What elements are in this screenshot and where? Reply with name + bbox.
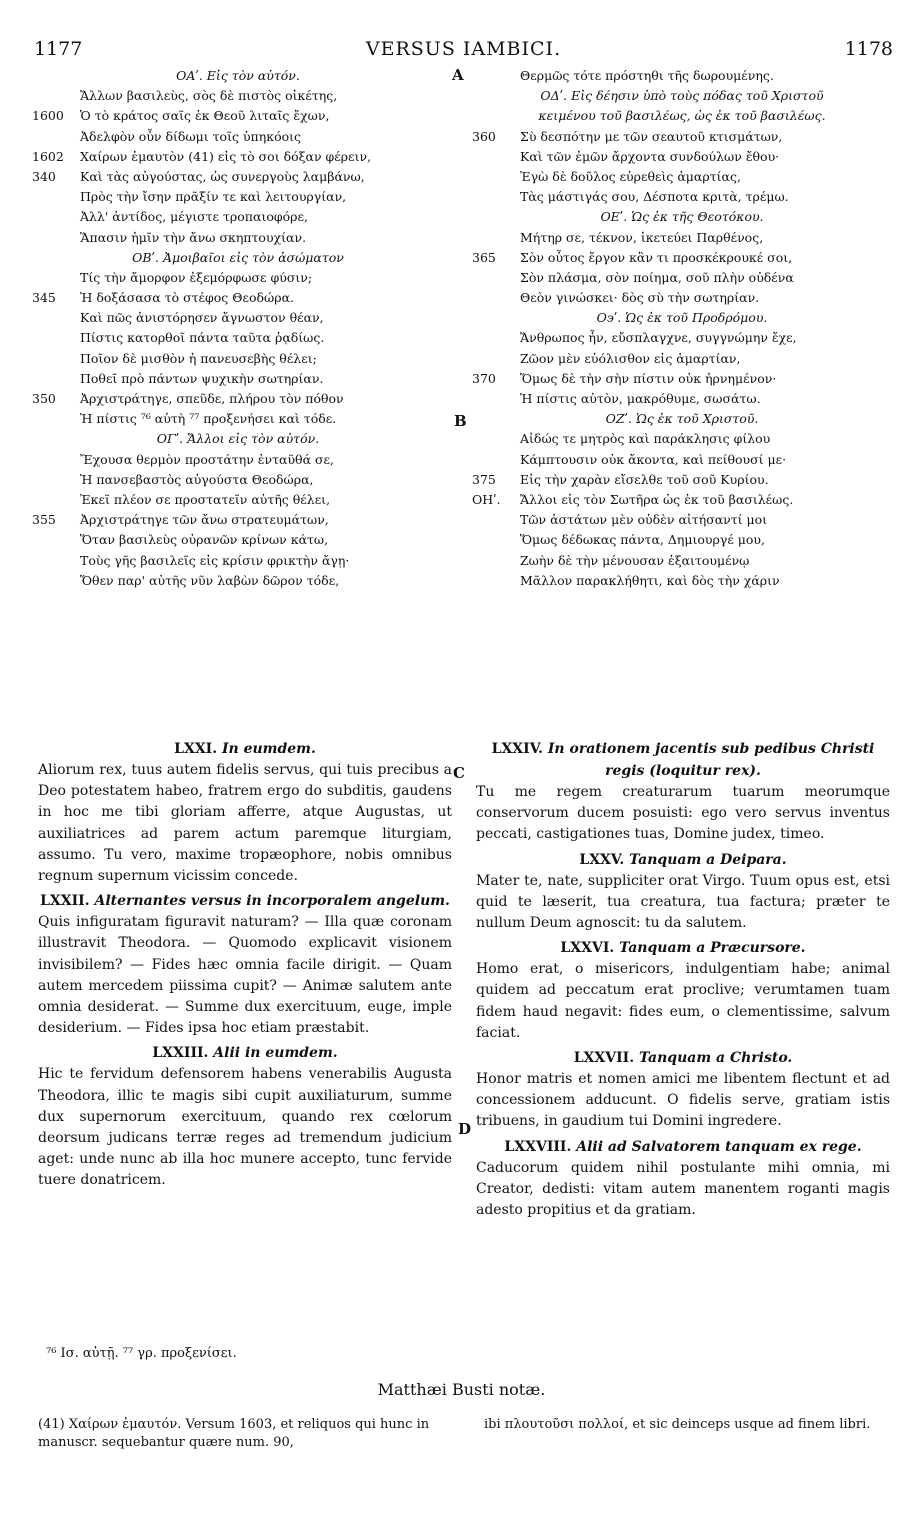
- section-number: LXXIV.: [491, 741, 543, 757]
- section-text: Caducorum quidem nihil postulante mihi omnia, mi Creator, dedisti: vitam autem manentem roganti magis adesto propitius et da gratiam.: [476, 1159, 890, 1219]
- verse-text: Πρὸς τὴν ἴσην πρᾶξίν τε καὶ λειτουργίαν,: [80, 189, 347, 205]
- section-text: Homo erat, o misericors, indulgentiam habe; animal quidem ad peccatum erat proclive; verumtamen tuam fidem haud negavit: fides eum, o clementissime, salvum faciat.: [476, 961, 890, 1041]
- note-left: (41) Χαίρων ἐμαυτόν. Versum 1603, et reliquos qui hunc in manuscr. sequebantur quære num. 90,: [38, 1417, 430, 1450]
- section-title: Alii in eumdem.: [213, 1045, 338, 1062]
- verse-text: Ἡ πανσεβαστὸς αὐγούστα Θεοδώρα,: [80, 471, 314, 487]
- line-number: 375: [472, 471, 496, 487]
- section-title: Alternantes versus in incorporalem angelum.: [94, 893, 450, 910]
- verse-text: Ἡ πίστις ⁷⁶ αὐτὴ ⁷⁷ προξενήσει καὶ τόδε.: [80, 411, 337, 427]
- verse-line: [472, 369, 892, 389]
- verse-text: Τίς τὴν ἄμορφον ἐξεμόρφωσε φύσιν;: [80, 269, 313, 285]
- section-number: LXXVIII.: [504, 1138, 572, 1155]
- line-number: ΟΗʹ.: [472, 491, 501, 507]
- section-title: In orationem jacentis sub pedibus Christi regis (loquitur rex).: [547, 741, 875, 779]
- verse-line: [32, 571, 444, 591]
- section-text: Tu me regem creaturarum tuarum meorumque conservorum ducem posuisti: ego vero servus inventus peccati, castigationes tuas, Domine judex, timeo.: [476, 784, 890, 843]
- verse-text: Σὸν οὗτος ἔργον κἂν τι προσκέκρουκέ σοι,: [520, 249, 793, 265]
- section-title: Tanquam a Deipara.: [629, 851, 787, 868]
- verse-line: [32, 127, 444, 147]
- verse-line: [32, 470, 444, 490]
- verse-text: Κάμπτουσιν οὐκ ἄκοντα, καὶ πείθουσί με·: [520, 451, 787, 467]
- verse-line: [32, 106, 444, 126]
- section-heading: [476, 937, 890, 959]
- verse-line: [32, 268, 444, 288]
- page-number-right: 1178: [844, 38, 893, 60]
- verse-text: Ἀλλ' ἀντίδος, μέγιστε τροπαιοφόρε,: [80, 209, 308, 225]
- verse-line: [472, 167, 892, 187]
- poem-heading: [472, 106, 892, 126]
- verse-line: [32, 328, 444, 348]
- verse-line: [32, 308, 444, 328]
- line-number: 355: [32, 512, 56, 528]
- section-title: Alii ad Salvatorem tanquam ex rege.: [576, 1138, 862, 1155]
- verse-text: Ἄλλων βασιλεὺς, σὸς δὲ πιστὸς οἰκέτης,: [80, 88, 338, 104]
- poem-heading: [472, 409, 892, 429]
- verse-text: Ὅμως δέδωκας πάντα, Δημιουργέ μου,: [520, 532, 766, 548]
- verse-text: Ἀδελφὸν οὖν δίδωμι τοῖς ὑπηκόοις: [80, 128, 302, 144]
- verse-text: Τὰς μάστιγάς σου, Δέσποτα κριτὰ, τρέμω.: [520, 189, 789, 205]
- section-text: Quis infiguratam figuravit naturam? — Illa quæ coronam illustravit Theodora. — Quomodo explicavit visionem invisibilem? — Fides hæc omnia facile dirigit. — Quam autem mercedem piissima cupit? — Animæ salutem ante omnia desiderat. — Summe dux exercituum, euge, imple desiderium. — Fides ipsa hoc etiam præstabit.: [38, 914, 452, 1037]
- section-heading: [476, 849, 890, 871]
- verse-text: Ἐκεῖ πλέον σε προστατεῖν αὐτῆς θέλει,: [80, 491, 331, 507]
- notes-title: Matthæi Busti notæ.: [377, 1380, 546, 1399]
- verse-line: [472, 228, 892, 248]
- line-number: 350: [32, 391, 56, 406]
- verse-text: Ποῖον δὲ μισθὸν ἡ πανευσεβὴς θέλει;: [80, 350, 317, 366]
- section-number: LXXVI.: [560, 940, 615, 957]
- verse-line: [32, 86, 444, 106]
- verse-line: [32, 167, 444, 187]
- verse-line: [472, 288, 892, 308]
- poem-heading: [32, 248, 444, 268]
- verse-line: [472, 66, 892, 86]
- section-heading: [38, 1042, 452, 1064]
- verse-text: Ἀρχιστράτηγε, σπεῦδε, πλήρου τὸν πόθον: [80, 391, 344, 406]
- verse-text: Ὅταν βασιλεὺς οὐρανῶν κρίνων κάτω,: [80, 532, 329, 548]
- section-title: Tanquam a Christo.: [638, 1050, 793, 1067]
- verse-line: [472, 551, 892, 571]
- poem-heading: [32, 66, 444, 86]
- verse-text: ΟΖʹ. Ὡς ἐκ τοῦ Χριστοῦ.: [605, 411, 759, 427]
- verse-text: ΟΑʹ. Εἰς τὸν αὐτόν.: [176, 68, 300, 83]
- latin-column-right: [476, 738, 890, 1224]
- verse-line: [472, 187, 892, 207]
- verse-text: Σὸν πλάσμα, σὸν ποίημα, σοῦ πλὴν οὐδένα: [520, 269, 794, 285]
- verse-line: [472, 328, 892, 348]
- verse-text: Τῶν ἀστάτων μὲν οὐδὲν αἰτήσαντί μοι: [520, 512, 768, 528]
- verse-text: Αἰδώς τε μητρὸς καὶ παράκλησις φίλου: [520, 431, 771, 447]
- verse-line: [32, 530, 444, 550]
- section-heading: [38, 738, 452, 760]
- margin-letter-c: C: [453, 764, 465, 782]
- line-number: 1600: [32, 108, 64, 124]
- running-title: VERSUS IAMBICI.: [365, 38, 562, 60]
- verse-line: [32, 147, 444, 167]
- verse-line: [32, 450, 444, 470]
- latin-column-left: [38, 738, 452, 1195]
- line-number: 1602: [32, 148, 64, 164]
- verse-line: [32, 490, 444, 510]
- verse-text: κειμένου τοῦ βασιλέως, ὡς ἐκ τοῦ βασιλέως.: [538, 108, 826, 124]
- verse-text: Καὶ τῶν ἐμῶν ἄρχοντα συνδούλων ἔθου·: [520, 148, 780, 164]
- verse-line: [32, 228, 444, 248]
- verse-text: ΟΒʹ. Ἀμοιβαῖοι εἰς τὸν ἀσώματον: [132, 249, 344, 265]
- verse-text: Ἡ δοξάσασα τὸ στέφος Θεοδώρα.: [80, 290, 294, 306]
- verse-line: [32, 187, 444, 207]
- section-text: Hic te fervidum defensorem habens venerabilis Augusta Theodora, illic te magis sibi cupit auxiliaturum, summe dux supernorum exercituum, quando rex cœlorum deorsum judicans terræ reges ad tremendum judicium aget: unde nunc ab illa hoc munere accepto, tunc fervide tuere donatricem.: [38, 1066, 452, 1189]
- verse-line: [32, 349, 444, 369]
- section-text: Honor matris et nomen amici me libentem flectunt et ad concessionem adducunt. O fidelis serve, gratiam istis tribuens, in gaudium tui Domini ingredere.: [476, 1071, 890, 1130]
- verse-text: Καὶ πῶς ἀνιστόρησεν ἄγνωστον θέαν,: [80, 310, 324, 326]
- verse-line: [32, 369, 444, 389]
- verse-text: Ἔχουσα θερμὸν προστάτην ἐνταῦθά σε,: [80, 451, 334, 467]
- verse-text: Πίστις κατορθοῖ πάντα ταῦτα ῥᾳδίως.: [80, 330, 325, 346]
- line-number: 370: [472, 370, 496, 386]
- verse-text: Ἅπασιν ἡμῖν τὴν ἄνω σκηπτουχίαν.: [80, 229, 307, 245]
- section-number: LXXIII.: [152, 1045, 209, 1062]
- verse-text: Θερμῶς τότε πρόστηθι τῆς δωρουμένης.: [520, 68, 774, 83]
- verse-line: [472, 470, 892, 490]
- verse-line: [472, 127, 892, 147]
- verse-text: Ὁ τὸ κράτος σαῖς ἐκ Θεοῦ λιταῖς ἔχων,: [80, 108, 330, 124]
- section-heading: [476, 1136, 890, 1158]
- verse-line: [32, 207, 444, 227]
- verse-text: Ο϶ʹ. Ὡς ἐκ τοῦ Προδρόμου.: [596, 310, 768, 326]
- verse-text: ΟΔʹ. Εἰς δέησιν ὑπὸ τοὺς πόδας τοῦ Χριστοῦ: [540, 88, 824, 104]
- poem-heading: [472, 86, 892, 106]
- poem-heading: [32, 429, 444, 449]
- page-header: [34, 38, 893, 62]
- verse-line: [472, 349, 892, 369]
- section-heading: [476, 1047, 890, 1069]
- section-heading: [38, 890, 452, 912]
- verse-line: [472, 389, 892, 409]
- line-number: 345: [32, 290, 56, 306]
- verse-line: [32, 551, 444, 571]
- verse-line: [472, 268, 892, 288]
- section-text: Aliorum rex, tuus autem fidelis servus, qui tuis precibus a Deo potestatem habeo, fratrem ergo do subditis, gaudens in hoc me tibi gloriam afferre, atque Augustas, ut auxiliatrices ad parem actum paremque liturgiam, assumo. Tu vero, maxime tropæophore, nobis omnibus regnum supernum vicissim concede.: [38, 762, 452, 885]
- section-title: Tanquam a Præcursore.: [619, 940, 806, 957]
- section-heading: [476, 738, 890, 782]
- verse-text: Τοὺς γῆς βασιλεῖς εἰς κρίσιν φρικτὴν ἄγῃ·: [80, 552, 350, 568]
- verse-text: Καὶ τὰς αὐγούστας, ὡς συνεργοὺς λαμβάνω,: [80, 168, 365, 184]
- verse-text: Ἐγὼ δὲ δοῦλος εὑρεθεὶς ἁμαρτίας,: [520, 168, 741, 184]
- verse-line: [472, 510, 892, 530]
- section-number: LXXII.: [40, 893, 90, 910]
- margin-letter-b: B: [454, 412, 467, 430]
- verse-text: Ἀρχιστράτηγε τῶν ἄνω στρατευμάτων,: [80, 512, 329, 528]
- verse-line: [472, 571, 892, 591]
- section-number: LXXI.: [174, 741, 218, 757]
- verse-text: Ζῶον μὲν εὐόλισθον εἰς ἁμαρτίαν,: [520, 350, 741, 366]
- verse-text: Μᾶλλον παρακλήθητι, καὶ δὸς τὴν χάριν: [520, 572, 780, 588]
- verse-line: [32, 510, 444, 530]
- verse-line: [472, 248, 892, 268]
- verse-line: [32, 389, 444, 409]
- line-number: 360: [472, 128, 496, 144]
- verse-text: Ἄλλοι εἰς τὸν Σωτῆρα ὡς ἐκ τοῦ βασιλέως.: [520, 491, 794, 507]
- poem-heading: [472, 207, 892, 227]
- poem-heading: [472, 308, 892, 328]
- verse-text: Θεὸν γινώσκει· δὸς σὺ τὴν σωτηρίαν.: [520, 290, 760, 306]
- verse-line: [32, 288, 444, 308]
- verse-text: Μήτηρ σε, τέκνον, ἱκετεύει Παρθένος,: [520, 229, 764, 245]
- footnote: ⁷⁶ Ισ. αὐτῇ. ⁷⁷ γρ. προξενίσει.: [46, 1346, 237, 1361]
- verse-text: ΟΓʹ. Ἄλλοι εἰς τὸν αὐτόν.: [156, 431, 320, 447]
- verse-text: ΟΕʹ. Ὡς ἐκ τῆς Θεοτόκου.: [600, 209, 764, 225]
- verse-line: [472, 490, 892, 510]
- verse-line: [472, 429, 892, 449]
- verse-line: [32, 409, 444, 429]
- verse-line: [472, 147, 892, 167]
- verse-text: Σὺ δεσπότην με τῶν σεαυτοῦ κτισμάτων,: [520, 128, 783, 144]
- verse-text: Ὅθεν παρ' αὐτῆς νῦν λαβὼν δῶρον τόδε,: [80, 572, 340, 588]
- verse-text: Ἄνθρωπος ἦν, εὔσπλαγχνε, συγγνώμην ἔχε,: [520, 330, 797, 346]
- section-text: Mater te, nate, suppliciter orat Virgo. Tuum opus est, etsi quid te læserit, tua creatura, tua factura; præter te nullum Deum agnoscit: tu da salutem.: [476, 872, 890, 932]
- verse-text: Ὅμως δὲ τὴν σὴν πίστιν οὐκ ἠρνημένον·: [520, 370, 777, 386]
- margin-letter-d: D: [458, 1120, 472, 1138]
- verse-text: Ποθεῖ πρὸ πάντων ψυχικὴν σωτηρίαν.: [80, 370, 324, 386]
- verse-text: Χαίρων ἐμαυτὸν (41) εἰς τὸ σοι δόξαν φέρειν,: [80, 148, 372, 164]
- line-number: 365: [472, 249, 496, 265]
- page-number-left: 1177: [34, 38, 83, 60]
- verse-line: [472, 530, 892, 550]
- section-title: In eumdem.: [221, 741, 316, 757]
- verse-text: Ἡ πίστις αὐτὸν, μακρόθυμε, σωσάτω.: [520, 391, 761, 406]
- note-right: ibi πλουτοῦσι πολλοί, et sic deinceps usque ad finem libri.: [484, 1417, 871, 1432]
- verse-text: Εἰς τὴν χαρὰν εἴσελθε τοῦ σοῦ Κυρίου.: [520, 471, 769, 487]
- greek-column-right: [472, 66, 892, 591]
- line-number: 340: [32, 168, 56, 184]
- verse-text: Ζωὴν δὲ τὴν μένουσαν ἐξαιτουμένῳ: [520, 552, 750, 568]
- section-number: LXXVII.: [573, 1050, 635, 1067]
- margin-letter-a: A: [452, 66, 464, 84]
- verse-line: [472, 450, 892, 470]
- section-number: LXXV.: [579, 851, 625, 868]
- greek-column-left: [32, 66, 444, 591]
